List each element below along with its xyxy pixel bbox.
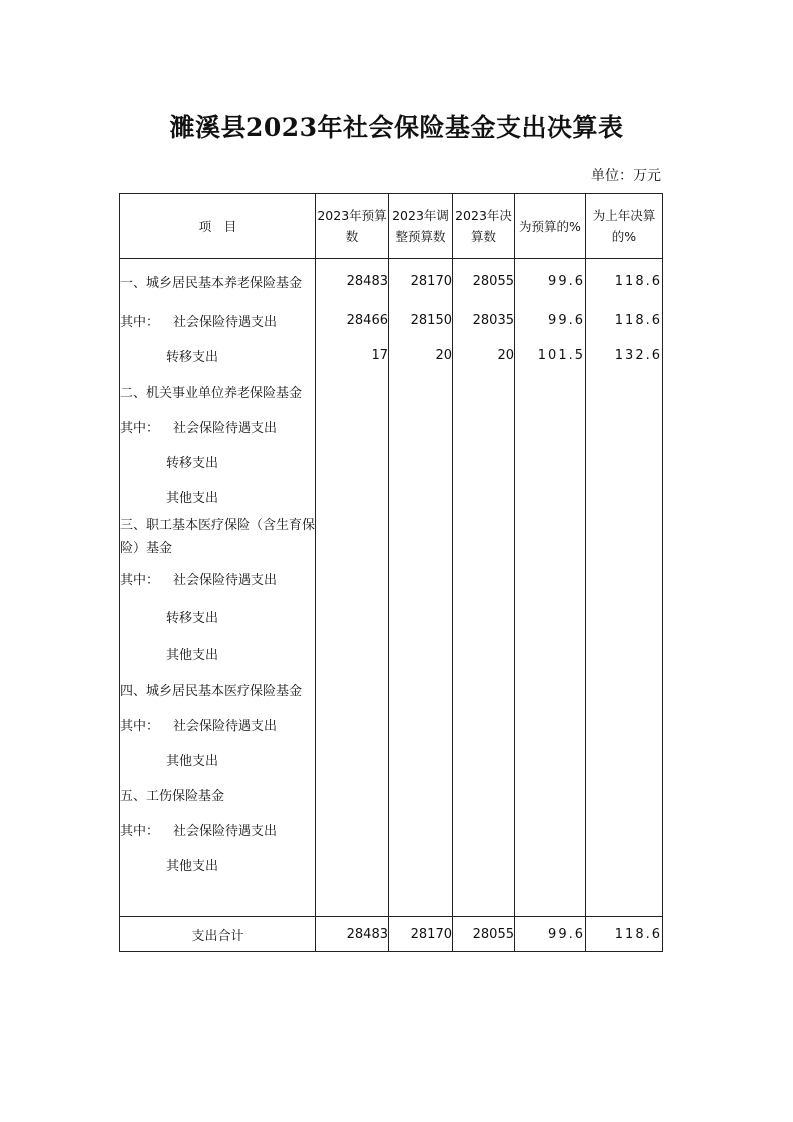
total-pct-last: 118.6 — [586, 917, 663, 952]
row-item-cell — [120, 636, 316, 672]
row-item: 社会保险待遇支出 — [173, 315, 278, 330]
row-item-cell — [120, 598, 316, 636]
table-row — [120, 812, 663, 847]
total-pct-budget: 99.6 — [515, 917, 586, 952]
table-row — [120, 444, 663, 479]
row-prefix: 其中： — [120, 718, 160, 734]
unit-label: 单位：万元 — [591, 168, 661, 184]
table-row — [120, 882, 663, 917]
row-budget: 28466 — [316, 304, 389, 338]
header-budget: 2023年预算数 — [316, 194, 389, 259]
row-item: 其他支出 — [166, 753, 219, 769]
row-item: 社会保险待遇支出 — [173, 573, 278, 588]
row-item-cell — [120, 847, 316, 882]
total-row — [120, 917, 663, 952]
row-adjusted: 20 — [389, 338, 453, 374]
row-pct-budget: 99.6 — [515, 259, 586, 304]
table-row — [120, 514, 663, 560]
header-pct-budget: 为预算的% — [515, 194, 586, 259]
table-row — [120, 636, 663, 672]
row-item: 其他支出 — [166, 648, 219, 663]
table-row — [120, 304, 663, 338]
table-row — [120, 742, 663, 777]
header-pct-last: 为上年决算的% — [586, 194, 663, 259]
table-row — [120, 777, 663, 812]
row-item: 转移支出 — [166, 611, 219, 626]
row-prefix: 其中： — [120, 823, 160, 839]
row-item: 转移支出 — [166, 455, 219, 471]
table-row — [120, 479, 663, 514]
row-adjusted: 28170 — [389, 259, 453, 304]
row-pct-budget: 99.6 — [515, 304, 586, 338]
header-row — [120, 194, 663, 259]
table-row — [120, 374, 663, 409]
table-row — [120, 707, 663, 742]
row-item: 五、工伤保险基金 — [120, 777, 316, 812]
row-item-cell — [120, 560, 316, 598]
row-final: 28055 — [453, 259, 515, 304]
row-adjusted: 28150 — [389, 304, 453, 338]
row-item: 其他支出 — [166, 858, 219, 874]
table-row — [120, 598, 663, 636]
table-row — [120, 560, 663, 598]
expenditure-table — [119, 193, 663, 952]
table-row — [120, 847, 663, 882]
row-budget: 17 — [316, 338, 389, 374]
row-prefix: 其中： — [120, 420, 160, 436]
page-title: 濉溪县2023年社会保险基金支出决算表 — [169, 113, 624, 142]
total-adjusted: 28170 — [389, 917, 453, 952]
total-budget: 28483 — [316, 917, 389, 952]
row-item-cell — [120, 444, 316, 479]
row-item: 其他支出 — [166, 490, 219, 506]
row-item — [120, 882, 316, 917]
row-item-cell — [120, 707, 316, 742]
row-item: 四、城乡居民基本医疗保险基金 — [120, 672, 316, 707]
row-pct-last: 118.6 — [586, 259, 663, 304]
row-pct-budget: 101.5 — [515, 338, 586, 374]
row-item: 社会保险待遇支出 — [173, 823, 278, 839]
total-final: 28055 — [453, 917, 515, 952]
row-item-cell — [120, 304, 316, 338]
row-item: 社会保险待遇支出 — [173, 718, 278, 734]
row-item-cell — [120, 812, 316, 847]
row-prefix: 其中： — [120, 315, 160, 330]
row-item: 一、城乡居民基本养老保险基金 — [120, 259, 316, 304]
row-item-cell — [120, 338, 316, 374]
row-budget: 28483 — [316, 259, 389, 304]
table-row — [120, 259, 663, 304]
row-item-cell — [120, 479, 316, 514]
row-pct-last: 132.6 — [586, 338, 663, 374]
row-item: 二、机关事业单位养老保险基金 — [120, 374, 316, 409]
row-item: 转移支出 — [166, 350, 219, 365]
total-label: 支出合计 — [120, 917, 316, 952]
header-adjusted: 2023年调整预算数 — [389, 194, 453, 259]
row-final: 28035 — [453, 304, 515, 338]
row-prefix: 其中： — [120, 573, 160, 588]
row-item: 社会保险待遇支出 — [173, 420, 278, 436]
row-item-cell — [120, 409, 316, 444]
header-final: 2023年决算数 — [453, 194, 515, 259]
table-row — [120, 409, 663, 444]
table-row — [120, 672, 663, 707]
header-item: 项 目 — [120, 194, 316, 259]
row-item: 三、职工基本医疗保险（含生育保险）基金 — [120, 514, 316, 560]
row-final: 20 — [453, 338, 515, 374]
row-item-cell — [120, 742, 316, 777]
table-row — [120, 338, 663, 374]
row-pct-last: 118.6 — [586, 304, 663, 338]
